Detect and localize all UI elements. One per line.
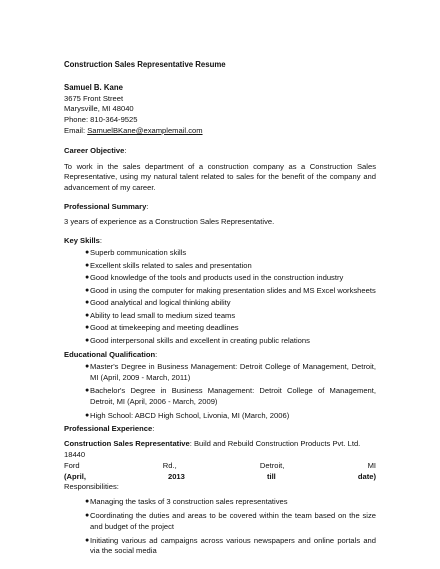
- summary-heading: [64, 202, 376, 213]
- education-heading: [64, 350, 376, 361]
- objective-colon: :: [124, 145, 127, 155]
- summary-heading-text: Professional Summary: [64, 201, 147, 211]
- bullet-icon: ●: [85, 324, 90, 332]
- list-item: [64, 386, 376, 408]
- skill-text: Ability to lead small to medium sized teams: [90, 310, 236, 320]
- email-label: Email:: [64, 125, 88, 135]
- list-item: [64, 323, 376, 334]
- objective-heading: [64, 146, 376, 157]
- list-item: [64, 298, 376, 309]
- email-line: [64, 126, 376, 137]
- job-date-part: 2013: [167, 471, 185, 481]
- list-item: [64, 497, 376, 508]
- job-location-part: MI: [367, 460, 376, 470]
- bullet-icon: ●: [85, 299, 90, 307]
- experience-colon: :: [152, 424, 155, 434]
- skills-heading: [64, 236, 376, 247]
- resume-title: Construction Sales Representative Resume: [64, 60, 226, 69]
- bullet-icon: ●: [85, 286, 90, 294]
- job-location-part: Ford: [64, 460, 80, 470]
- list-item: [64, 311, 376, 322]
- responsibility-text: Managing the tasks of 3 construction sales representatives: [90, 497, 288, 507]
- candidate-name: Samuel B. Kane: [64, 82, 123, 92]
- list-item: [64, 411, 376, 422]
- experience-heading: [64, 424, 376, 435]
- responsibilities-label: Responsibilities:: [64, 482, 119, 492]
- resume-content: [64, 60, 376, 560]
- list-item: [64, 248, 376, 259]
- responsibility-text: Initiating various ad campaigns across various newspapers and online portals and via the social media: [90, 535, 376, 556]
- bullet-icon: ●: [85, 336, 90, 344]
- list-item: [64, 286, 376, 297]
- bullet-icon: ●: [85, 387, 90, 395]
- list-item: [64, 362, 376, 384]
- experience-heading-text: Professional Experience: [64, 424, 153, 434]
- bullet-icon: ●: [85, 511, 90, 519]
- education-list: [64, 362, 376, 421]
- objective-heading-text: Career Objective: [64, 145, 125, 155]
- summary-text: 3 years of experience as a Construction Sales Representative.: [64, 216, 275, 226]
- skill-text: Good interpersonal skills and excellent in creating public relations: [90, 335, 310, 345]
- job-employer: : Build and Rebuild Construction Products Pvt. Ltd. 18440: [64, 439, 361, 459]
- bullet-icon: ●: [85, 498, 90, 506]
- objective-text: To work in the sales department of a construction company as a Construction Sales Representative, using my natural talent related to sales for the benefit of the company and advancement of my career.: [64, 161, 376, 193]
- phone-line: Phone: 810-364-9525: [64, 115, 138, 125]
- bullet-icon: ●: [85, 311, 90, 319]
- list-item: [64, 273, 376, 284]
- job-entry: [64, 439, 376, 557]
- education-heading-text: Educational Qualification: [64, 349, 156, 359]
- job-date-part: (April,: [64, 471, 86, 481]
- bullet-icon: ●: [85, 261, 90, 269]
- bullet-icon: ●: [85, 363, 90, 371]
- bullet-icon: ●: [85, 536, 90, 544]
- responsibility-text: Coordinating the duties and areas to be covered within the team based on the size and budget of the project: [90, 510, 376, 531]
- bullet-icon: ●: [85, 274, 90, 282]
- skills-heading-text: Key Skills: [64, 235, 100, 245]
- job-line-1: [64, 439, 376, 461]
- skill-text: Good knowledge of the tools and products used in the construction industry: [90, 273, 344, 283]
- skill-text: Excellent skills related to sales and presentation: [90, 260, 252, 270]
- skill-text: Superb communication skills: [90, 248, 187, 258]
- job-location-part: Detroit,: [259, 460, 285, 470]
- education-colon: :: [155, 349, 158, 359]
- bullet-icon: ●: [85, 411, 90, 419]
- email-link[interactable]: SamuelBKane@examplemail.com: [87, 125, 203, 135]
- skills-list: [64, 248, 376, 346]
- education-text: Master's Degree in Business Management: Detroit College of Management, Detroit, MI (April, 2009 - March, 2011): [90, 362, 376, 383]
- responsibilities-list: [64, 497, 376, 557]
- list-item: [64, 261, 376, 272]
- education-text: High School: ABCD High School, Livonia, MI (March, 2006): [90, 410, 290, 420]
- job-date-part: date): [357, 471, 376, 481]
- education-text: Bachelor's Degree in Business Management: Detroit College of Management, Detroit, MI (April, 2006 - March, 2009): [90, 386, 376, 407]
- summary-colon: :: [146, 201, 149, 211]
- job-dates: [64, 472, 376, 483]
- list-item: [64, 536, 376, 558]
- bullet-icon: ●: [85, 249, 90, 257]
- list-item: [64, 336, 376, 347]
- job-date-part: till: [266, 471, 276, 481]
- address-line-2: Marysville, MI 48040: [64, 104, 134, 114]
- job-location-part: Rd.,: [162, 460, 177, 470]
- skills-colon: :: [99, 235, 103, 245]
- address-line-1: 3675 Front Street: [64, 93, 124, 103]
- job-title: Construction Sales Representative: [64, 439, 190, 449]
- list-item: [64, 511, 376, 533]
- skill-text: Good in using the computer for making presentation slides and MS Excel worksheets: [90, 285, 376, 295]
- skill-text: Good at timekeeping and meeting deadlines: [90, 323, 239, 333]
- job-line-2: [64, 461, 376, 472]
- skill-text: Good analytical and logical thinking ability: [90, 298, 231, 308]
